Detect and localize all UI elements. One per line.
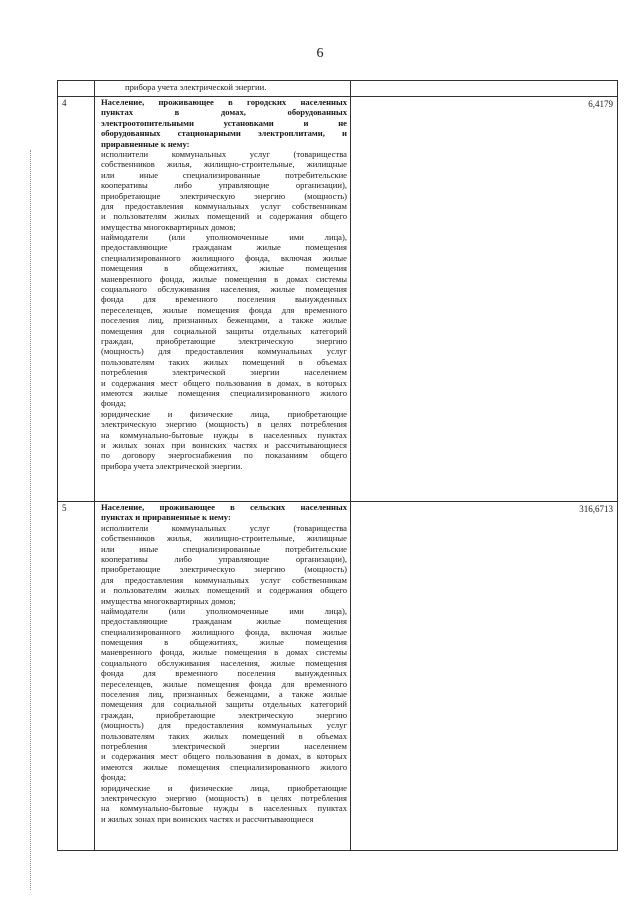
description-line: для предоставления коммунальных услуг собственникам: [101, 574, 347, 585]
description-line: юридические и физические лица, приобретающие: [101, 782, 347, 793]
table-row: [58, 97, 618, 502]
description-line: или иные специализированные потребительские: [101, 169, 347, 180]
description-line: помещения в общежитиях, жилые помещения: [101, 637, 347, 648]
description-line: для предоставления коммунальных услуг собственникам: [101, 200, 347, 211]
description-line: фонда;: [101, 398, 127, 409]
description-line: граждан, приобретающие электрическую энергию: [101, 709, 347, 720]
description-line: и жилых зонах при воинских частях и рассчитывающиеся: [101, 813, 314, 824]
description-line: Население, проживающее в сельских населенных: [101, 502, 347, 512]
description-line: социального обслуживания населения, жилые помещения: [101, 284, 347, 295]
description-line: предоставляющие гражданам жилые помещения: [101, 242, 347, 253]
description-line: и пользователям жилых помещений и содержания общего: [101, 211, 347, 222]
description-line: на коммунально-бытовые нужды в населенных пунктах: [101, 429, 347, 440]
description-line: (мощность) для предоставления коммунальных услуг: [101, 720, 347, 731]
description-line: помещения для социальной защиты отдельных категорий: [101, 325, 347, 336]
margin-rule: [30, 150, 31, 890]
tariff-table: [57, 80, 618, 851]
row-description: [95, 502, 351, 851]
description-line: имущества многоквартирных домов;: [101, 221, 236, 232]
description-line: граждан, приобретающие электрическую энергию: [101, 335, 347, 346]
description-line: фонда для временного поселения вынужденных: [101, 668, 347, 679]
description-line: и пользователям жилых помещений и содержания общего: [101, 585, 347, 596]
description-line: пунктах и приравненные к нему:: [101, 512, 231, 523]
description-line: имеются жилые помещения специализированного жилого: [101, 387, 347, 398]
row-value: 316,6713: [351, 502, 618, 851]
description-line: наймодатели (или уполномоченные ими лица),: [101, 232, 347, 243]
description-line: прибора учета электрической энергии.: [125, 82, 267, 92]
description-line: кооперативы либо управляющие организации),: [101, 180, 347, 191]
description-line: приобретающие электрическую энергию (мощность): [101, 190, 347, 201]
description-line: или иные специализированные потребительские: [101, 543, 347, 554]
description-line: прибора учета электрической энергии.: [101, 460, 243, 471]
description-line: собственников жилья, жилищно-строительные, жилищные: [101, 159, 347, 170]
description-line: электрическую энергию (мощность) в целях потребления: [101, 419, 347, 430]
description-line: потребления электрической энергии населением: [101, 367, 347, 378]
description-line: электрическую энергию (мощность) в целях потребления: [101, 792, 347, 803]
description-line: фонда для временного поселения вынужденных: [101, 294, 347, 305]
row-number: [58, 81, 95, 97]
description-line: переселенцев, жилые помещения фонда для временного: [101, 304, 347, 315]
description-line: и жилых зонах при воинских частях и рассчитывающиеся: [101, 439, 347, 450]
description-line: пунктах в домах, оборудованных: [101, 107, 347, 118]
description-line: пользователям таких жилых помещений в объемах: [101, 730, 347, 741]
description-line: наймодатели (или уполномоченные ими лица),: [101, 605, 347, 616]
description-line: электроотопительными установками и не: [101, 117, 347, 128]
row-value: [351, 81, 618, 97]
description-line: предоставляющие гражданам жилые помещения: [101, 616, 347, 627]
description-line: кооперативы либо управляющие организации),: [101, 553, 347, 564]
description-line: переселенцев, жилые помещения фонда для временного: [101, 678, 347, 689]
description-line: собственников жилья, жилищно-строительные, жилищные: [101, 533, 347, 544]
description-line: специализированного жилищного фонда, включая жилые: [101, 626, 347, 637]
description-line: на коммунально-бытовые нужды в населенных пунктах: [101, 803, 347, 814]
description-line: потребления электрической энергии населением: [101, 740, 347, 751]
description-line: маневренного фонда, жилые помещения в домах системы: [101, 647, 347, 658]
description-line: специализированного жилищного фонда, включая жилые: [101, 252, 347, 263]
description-line: исполнители коммунальных услуг (товарищества: [101, 148, 347, 159]
description-line: маневренного фонда, жилые помещения в домах системы: [101, 273, 347, 284]
description-line: оборудованных стационарными электроплитами, и: [101, 128, 347, 139]
description-line: имеются жилые помещения специализированного жилого: [101, 761, 347, 772]
table-row: [58, 81, 618, 97]
description-line: имущества многоквартирных домов;: [101, 595, 236, 606]
description-line: помещения для социальной защиты отдельных категорий: [101, 699, 347, 710]
table-row: [58, 502, 618, 851]
description-line: поселения лиц, признанных беженцами, а также жилые: [101, 315, 347, 326]
row-number: 5: [58, 502, 95, 851]
row-description: [95, 81, 351, 97]
page-number: 6: [316, 46, 324, 61]
description-line: фонда;: [101, 772, 127, 783]
description-line: юридические и физические лица, приобретающие: [101, 408, 347, 419]
description-line: и содержания мест общего пользования в домах, в которых: [101, 377, 347, 388]
description-line: по договору энергоснабжения по показаниям общего: [101, 450, 347, 461]
description-line: приравненные к нему:: [101, 138, 190, 149]
description-line: исполнители коммунальных услуг (товарищества: [101, 522, 347, 533]
description-line: поселения лиц, признанных беженцами, а также жилые: [101, 689, 347, 700]
description-line: (мощность) для предоставления коммунальных услуг: [101, 346, 347, 357]
description-line: и содержания мест общего пользования в домах, в которых: [101, 751, 347, 762]
row-value: 6,4179: [351, 97, 618, 502]
description-line: приобретающие электрическую энергию (мощность): [101, 564, 347, 575]
description-line: Население, проживающее в городских населенных: [101, 97, 347, 107]
description-line: помещения в общежитиях, жилые помещения: [101, 263, 347, 274]
description-line: социального обслуживания населения, жилые помещения: [101, 657, 347, 668]
row-description: [95, 97, 351, 502]
row-number: 4: [58, 97, 95, 502]
description-line: пользователям таких жилых помещений в объемах: [101, 356, 347, 367]
